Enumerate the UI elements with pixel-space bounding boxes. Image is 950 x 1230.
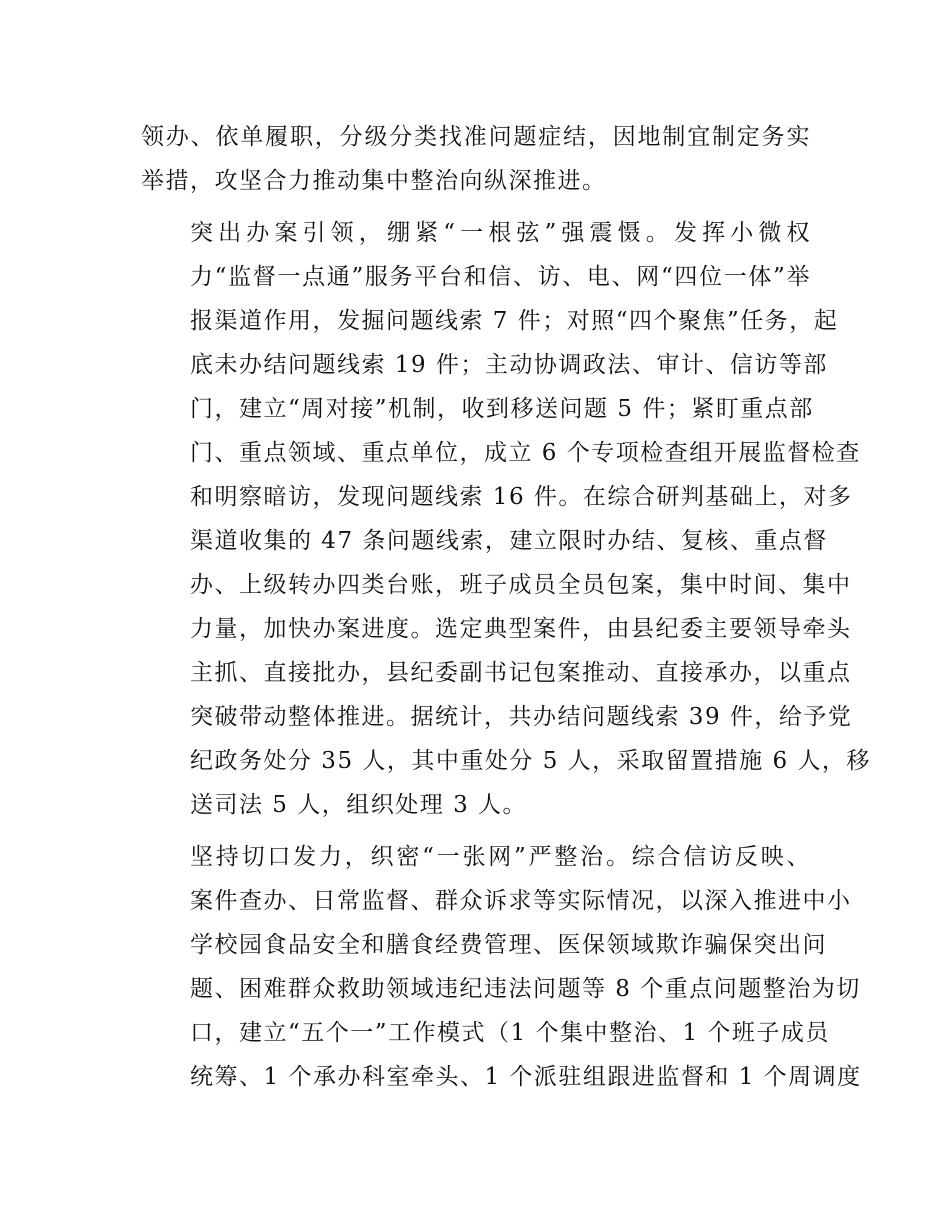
text-line: 主抓、直接批办，县纪委副书记包案推动、直接承办，以重点 (190, 660, 852, 686)
text-line: 送司法 5 人，组织处理 3 人。 (190, 792, 528, 818)
text-line: 报渠道作用，发掘问题线索 7 件；对照“四个聚焦”任务，起 (190, 308, 839, 334)
text-line: 和明察暗访，发现问题线索 16 件。在综合研判基础上，对多 (190, 484, 853, 510)
text-line: 力量，加快办案进度。选定典型案件，由县纪委主要领导牵头 (190, 616, 852, 642)
text-line: 题、困难群众救助领域违纪违法问题等 8 个重点问题整治为切 (190, 976, 861, 1002)
paragraph-1 (141, 115, 811, 203)
text-line: 统筹、1 个承办科室牵头、1 个派驻组跟进监督和 1 个周调度 (190, 1064, 862, 1090)
paragraph-3 (141, 835, 862, 1099)
text-line: 举措，攻坚合力推动集中整治向纵深推进。 (141, 168, 607, 194)
document-body (141, 115, 871, 1107)
text-line: 坚持切口发力，织密“一张网”严整治。综合信访反映、 (190, 844, 811, 870)
text-line: 门、重点领域、重点单位，成立 6 个专项检查组开展监督检查 (190, 440, 861, 466)
text-line: 学校园食品安全和膳食经费管理、医保领域欺诈骗保突出问 (190, 932, 827, 958)
text-line: 突破带动整体推进。据统计，共办结问题线索 39 件，给予党 (190, 704, 853, 730)
text-line: 口，建立“五个一”工作模式（1 个集中整治、1 个班子成员 (190, 1020, 830, 1046)
text-line: 门，建立“周对接”机制，收到移送问题 5 件；紧盯重点部 (190, 396, 814, 422)
text-line: 底未办结问题线索 19 件；主动协调政法、审计、信访等部 (190, 352, 828, 378)
text-line: 力“监督一点通”服务平台和信、访、电、网“四位一体”举 (190, 264, 811, 290)
text-line: 办、上级转办四类台账，班子成员全员包案，集中时间、集中 (190, 572, 852, 598)
text-line: 案件查办、日常监督、群众诉求等实际情况，以深入推进中小 (190, 888, 852, 914)
paragraph-2 (141, 211, 871, 827)
text-line: 突出办案引领，绷紧“一根弦”强震慑。发挥小微权 (190, 220, 811, 246)
text-line: 纪政务处分 35 人，其中重处分 5 人，采取留置措施 6 人，移 (190, 748, 871, 774)
text-line: 领办、依单履职，分级分类找准问题症结，因地制宜制定务实 (141, 124, 811, 150)
text-line: 渠道收集的 47 条问题线索，建立限时办结、复核、重点督 (190, 528, 828, 554)
